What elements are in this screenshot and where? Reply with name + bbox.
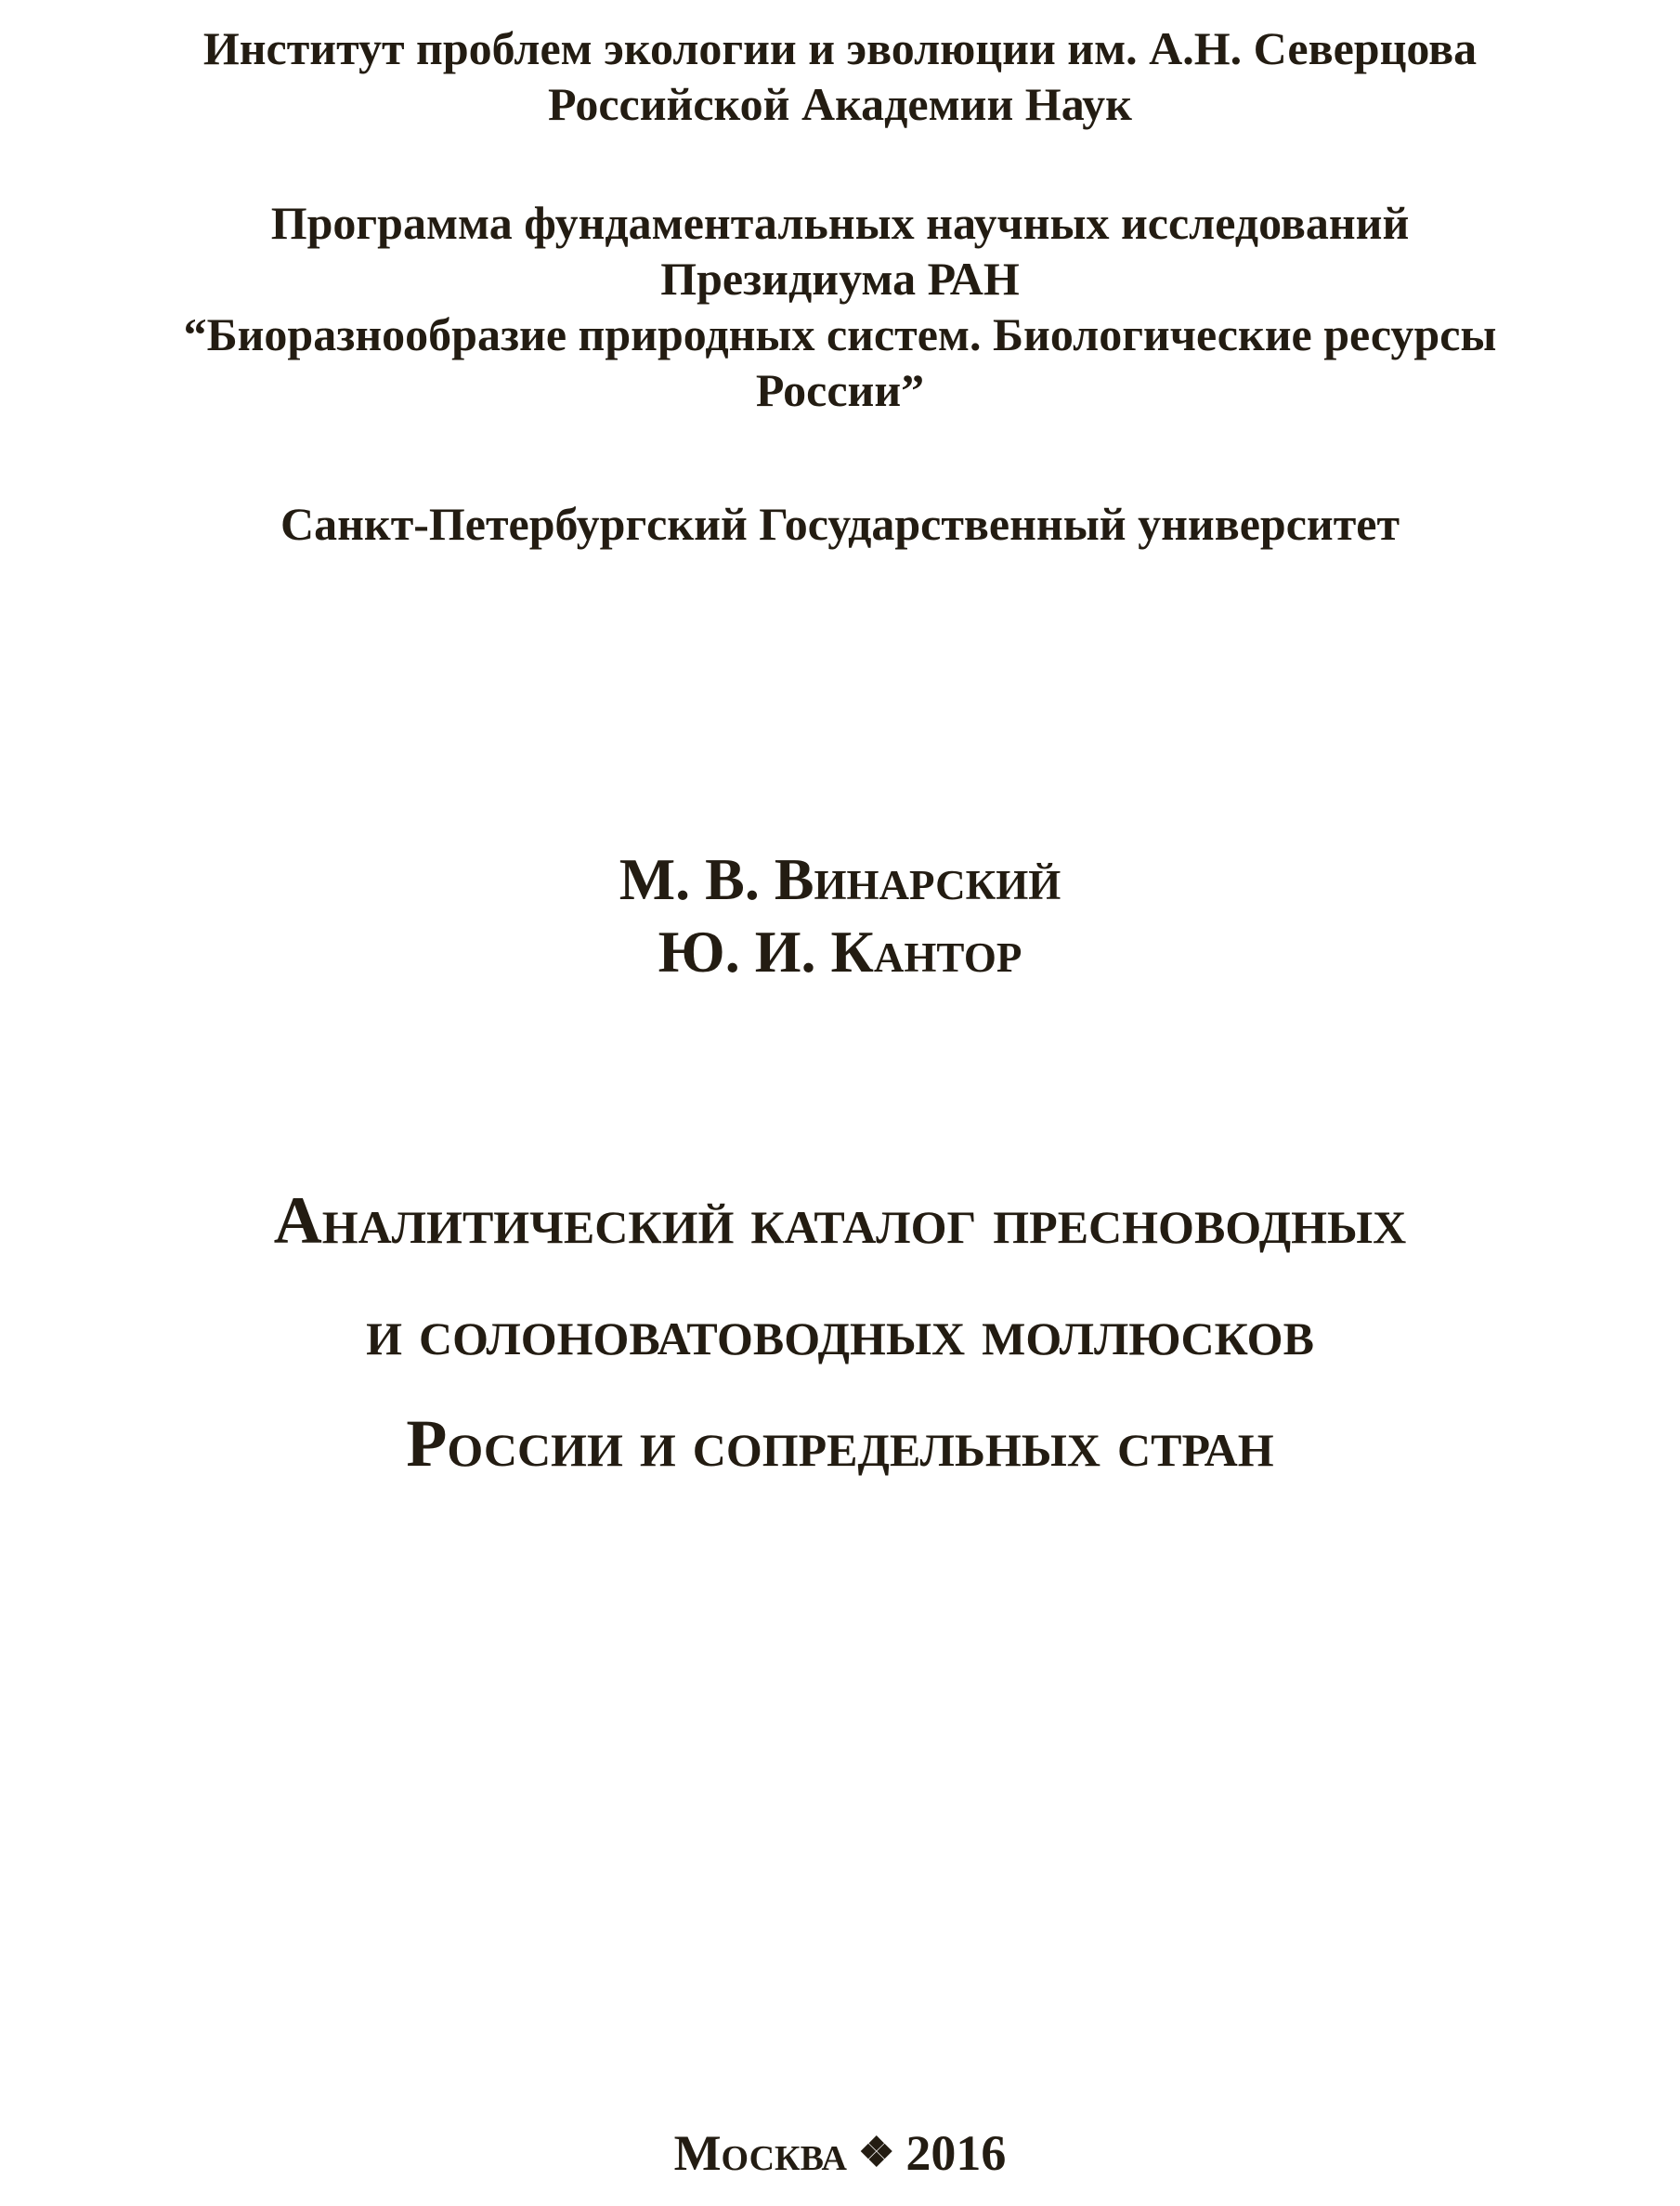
institute-line-2: Российской Академии Наук bbox=[548, 78, 1132, 130]
imprint bbox=[0, 2123, 1680, 2183]
program-header bbox=[0, 195, 1680, 418]
author-1 bbox=[0, 843, 1680, 916]
program-line-1: Программа фундаментальных научных исследований bbox=[270, 197, 1410, 249]
university-header bbox=[0, 496, 1680, 552]
author-2 bbox=[0, 916, 1680, 988]
author-2-initials: Ю. И. bbox=[658, 919, 816, 985]
program-line-2: Президиума РАН bbox=[660, 253, 1020, 305]
author-1-initials: М. В. bbox=[619, 846, 760, 912]
authors bbox=[0, 843, 1680, 988]
program-line-4: России” bbox=[755, 364, 925, 416]
imprint-city: Москва bbox=[673, 2125, 847, 2181]
book-title-line-2: и солоноватоводных моллюсков bbox=[366, 1295, 1314, 1369]
imprint-line bbox=[0, 2123, 1680, 2183]
author-2-surname: Кантор bbox=[830, 919, 1022, 985]
diamond-ornament-icon: ❖ bbox=[857, 2130, 895, 2175]
program-line-3: “Биоразнообразие природных систем. Биологические ресурсы bbox=[183, 308, 1497, 360]
institute-header bbox=[0, 20, 1680, 132]
author-1-surname: Винарский bbox=[774, 846, 1061, 912]
book-title-line-1: Аналитический каталог пресноводных bbox=[273, 1183, 1407, 1258]
book-title bbox=[0, 1165, 1680, 1499]
university-name: Санкт-Петербургский Государственный университет bbox=[280, 498, 1400, 550]
imprint-year: 2016 bbox=[905, 2125, 1007, 2181]
book-title-line-3: России и сопредельных стран bbox=[406, 1406, 1274, 1481]
institute-line-1: Институт проблем экологии и эволюции им. А.Н. Северцова bbox=[202, 22, 1478, 74]
